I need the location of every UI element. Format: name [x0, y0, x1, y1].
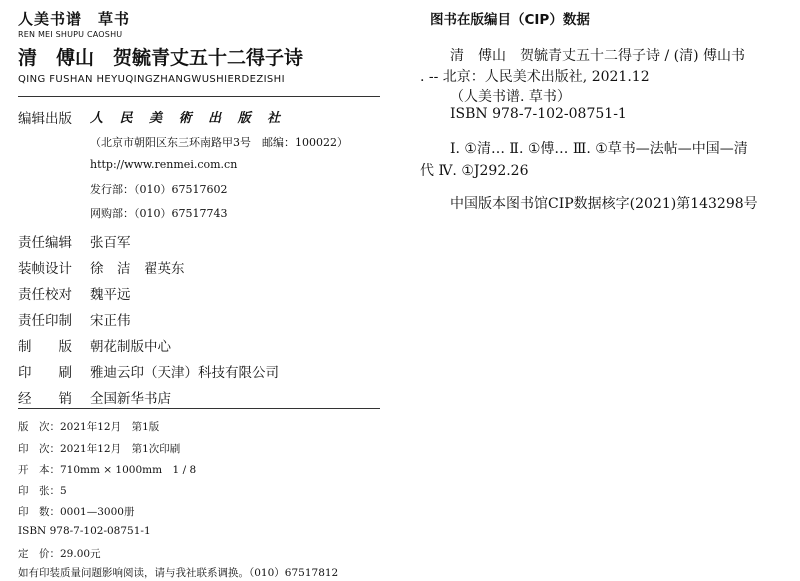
publisher-address: （北京市朝阳区东三环南路甲3号 邮编：100022）	[90, 136, 348, 149]
book-title: 清 傅山 贺毓青丈五十二得子诗	[18, 47, 304, 69]
credit-value: 张百军	[90, 235, 131, 251]
credit-value: 全国新华书店	[90, 391, 171, 407]
credit-label: 印 刷	[18, 365, 72, 381]
cip-line: （人美书谱. 草书）	[450, 89, 571, 105]
imprint-page	[18, 0, 380, 581]
credit-value: 魏平远	[90, 287, 131, 303]
credit-label: 经 销	[18, 391, 72, 407]
series-pinyin: REN MEI SHUPU CAOSHU	[18, 30, 123, 39]
credit-label: 装帧设计	[18, 261, 72, 277]
publisher-website: http://www.renmei.com.cn	[90, 158, 238, 171]
publisher-label: 编辑出版	[18, 111, 72, 127]
online-department: 网购部：（010）67517743	[90, 207, 228, 220]
credit-label: 责任编辑	[18, 235, 72, 251]
spec-line: 印 张：5	[18, 485, 67, 497]
book-title-pinyin: QING FUSHAN HEYUQINGZHANGWUSHIERDEZISHI	[18, 74, 285, 85]
cip-line: 代 Ⅳ. ①J292.26	[420, 163, 529, 179]
cip-block	[420, 0, 792, 581]
cip-line: 中国版本图书馆CIP数据核字(2021)第143298号	[450, 196, 758, 212]
credit-value: 朝花制版中心	[90, 339, 171, 355]
cip-line: Ⅰ. ①清… Ⅱ. ①傅… Ⅲ. ①草书—法帖—中国—清	[450, 141, 748, 157]
issue-department: 发行部：（010）67517602	[90, 183, 228, 196]
spec-line: 印 数：0001—3000册	[18, 506, 135, 518]
series-title: 人美书谱 草书	[18, 10, 131, 28]
credit-label: 制 版	[18, 339, 72, 355]
cip-heading: 图书在版编目（CIP）数据	[430, 12, 590, 28]
spec-line: 印 次：2021年12月 第1次印刷	[18, 443, 181, 455]
spec-line: 定 价：29.00元	[18, 548, 101, 560]
spec-line: 版 次：2021年12月 第1版	[18, 421, 160, 433]
quality-notice: 如有印装质量问题影响阅读，请与我社联系调换。（010）67517812	[18, 567, 339, 579]
credit-value: 宋正伟	[90, 313, 131, 329]
cip-line: ISBN 978-7-102-08751-1	[450, 106, 627, 122]
cip-line: 清 傅山 贺毓青丈五十二得子诗 / (清) 傅山书	[450, 48, 745, 64]
spec-line: 开 本：710mm × 1000mm 1 / 8	[18, 464, 197, 476]
divider	[18, 96, 380, 97]
credit-value: 雅迪云印（天津）科技有限公司	[90, 365, 279, 381]
divider	[18, 408, 380, 409]
credit-label: 责任校对	[18, 287, 72, 303]
spec-line: ISBN 978-7-102-08751-1	[18, 525, 151, 537]
cip-line: . -- 北京：人民美术出版社, 2021.12	[420, 69, 650, 85]
publisher-logo: 人 民 美 術 出 版 社	[90, 111, 287, 126]
credit-label: 责任印制	[18, 313, 72, 329]
credit-value: 徐 洁 翟英东	[90, 261, 185, 277]
